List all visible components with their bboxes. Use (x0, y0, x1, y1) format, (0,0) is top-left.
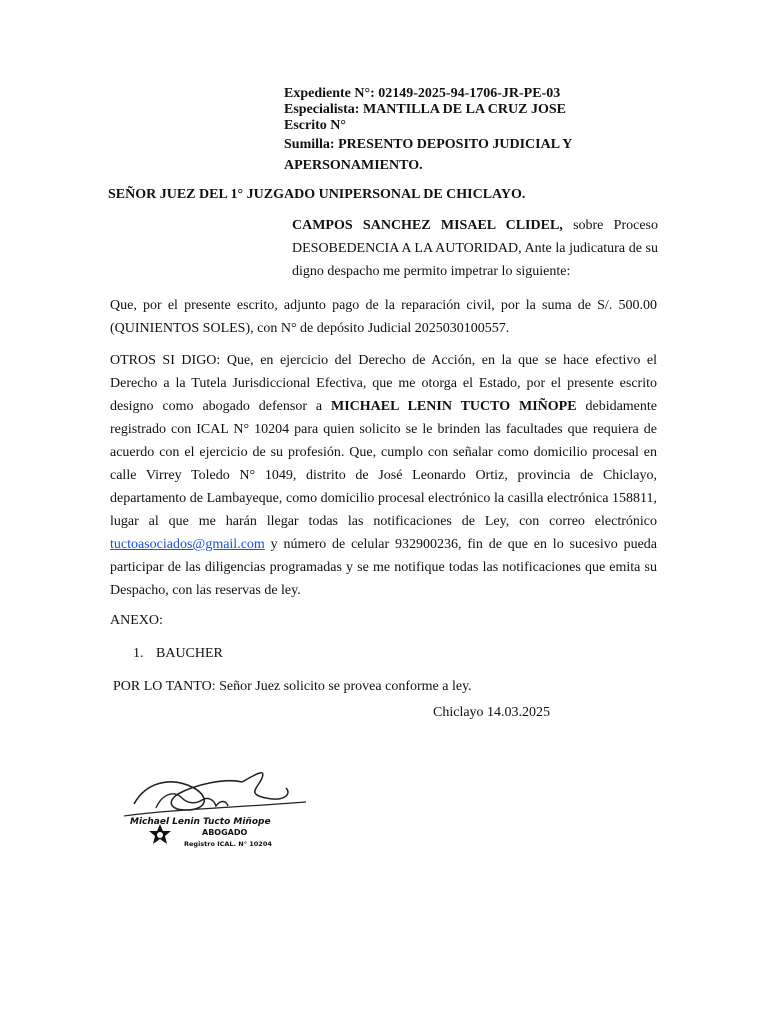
stamp-name: Michael Lenin Tucto Miñope (130, 817, 271, 827)
otrosi-text-2: debidamente registrado con ICAL N° 10204 para quien solicito se le brinden las facultades que requiera de acuerdo con el ejercicio de su profesión. Que, cumplo con señalar como domicilio procesal en calle Virrey Toledo N° 1049, distrito de José Leonardo Ortiz, provincia de Chiclayo, departamento de Lambayeque, como domicilio procesal electrónico la casilla electrónica 158811, lugar al que me harán llegar todas las notificaciones de Ley, con correo electrónico (110, 399, 658, 529)
summary-line: Sumilla: PRESENTO DEPOSITO JUDICIAL Y (284, 137, 573, 152)
case-header (284, 86, 614, 177)
specialist: Especialista: MANTILLA DE LA CRUZ JOSE (284, 102, 566, 117)
summary-line-continued: APERSONAMIENTO. (284, 158, 423, 173)
lawyer-name: MICHAEL LENIN TUCTO MIÑOPE (331, 399, 577, 414)
brief-number: Escrito N° (284, 118, 346, 133)
otrosi-paragraph (110, 349, 657, 602)
signature-stamp (116, 764, 312, 856)
stamp-registry: Registro ICAL. N° 10204 (184, 840, 272, 848)
intro-paragraph (292, 214, 658, 283)
case-number: Expediente N°: 02149-2025-94-1706-JR-PE-03 (284, 86, 561, 101)
annex-title: ANEXO: (110, 613, 163, 628)
seal-emblem-icon (149, 824, 171, 844)
stamp-role: ABOGADO (202, 828, 248, 837)
intro-text: sobre Proceso DESOBEDENCIA A LA AUTORIDAD, Ante la judicatura de su digno despacho me permito impetrar lo siguiente: (292, 218, 658, 279)
conclusion: POR LO TANTO: Señor Juez solicito se provea conforme a ley. (113, 679, 472, 694)
payment-paragraph: Que, por el presente escrito, adjunto pago de la reparación civil, por la suma de S/. 500.00 (QUINIENTOS SOLES), con N° de depósito Judicial 2025030100557. (110, 298, 657, 336)
list-item-number: 1. (133, 646, 144, 661)
email-link[interactable]: tuctoasociados@gmail.com (110, 537, 265, 552)
addressee: SEÑOR JUEZ DEL 1° JUZGADO UNIPERSONAL DE CHICLAYO. (108, 187, 526, 202)
otrosi-text-3: y número de celular 932900236, fin de que en lo sucesivo pueda participar de las diligencias programadas y se me notifique todas las notificaciones que emita su Despacho, con las reservas de ley. (110, 537, 657, 598)
list-item-label: BAUCHER (156, 646, 223, 661)
signature-graphic (116, 764, 312, 856)
otrosi-text-1: OTROS SI DIGO: Que, en ejercicio del Derecho de Acción, en la que se hace efectivo el Derecho a la Tutela Jurisdiccional Efectiva, que me otorga el Estado, por el presente escrito designo como abogado defensor a (110, 353, 657, 414)
place-date: Chiclayo 14.03.2025 (433, 705, 551, 720)
petitioner-name: CAMPOS SANCHEZ MISAEL CLIDEL, (292, 218, 563, 233)
annex-list (133, 646, 223, 662)
list-item (133, 646, 223, 662)
